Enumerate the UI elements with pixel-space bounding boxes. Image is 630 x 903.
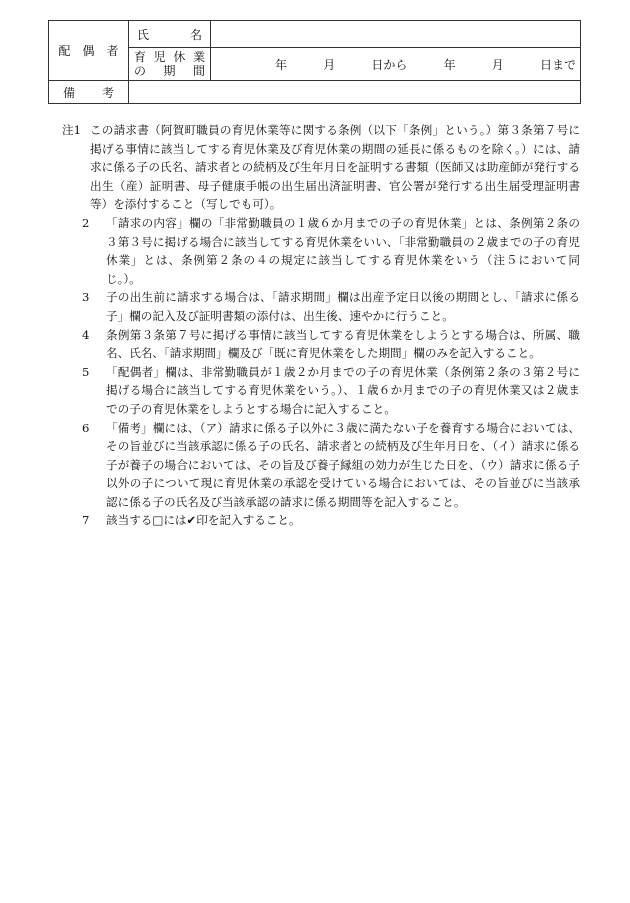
spouse-name-field[interactable] xyxy=(211,21,581,48)
period-label-char-1: 育 xyxy=(134,50,147,64)
remarks-field[interactable] xyxy=(129,81,581,104)
note-number: 2 xyxy=(82,215,90,230)
note-2 xyxy=(62,214,580,288)
note-text: 該当する□には✔印を記入すること。 xyxy=(106,513,301,528)
period-start-year: 年 xyxy=(275,57,288,72)
period-end-day: 日まで xyxy=(539,57,576,72)
name-label-char-1: 氏 xyxy=(137,27,150,42)
name-label-char-2: 名 xyxy=(189,27,202,42)
period-label-char-3: 休 xyxy=(173,50,186,64)
period-end-year: 年 xyxy=(443,57,456,72)
notes-section xyxy=(62,121,580,530)
spouse-label: 配 偶 者 xyxy=(49,21,129,81)
note-number: 注1 xyxy=(62,123,81,137)
note-text: 「備考」欄には、（ア）請求に係る子以外に３歳に満たない子を養育する場合においては、その旨並びに当該承認に係る子の氏名、請求者との続柄及び生年月日を、（イ）請求に係る子が養子の場合においては、その旨及び養子縁組の効力が生じた日を、（ウ）請求に係る子以外の子について現に育児休業の承認を受けている場合においては、その旨並びに当該承認に係る子の氏名及び当該承認の請求に係る期間等を記入すること。 xyxy=(106,420,580,509)
remarks-label xyxy=(49,81,129,104)
period-label-char-5: の xyxy=(134,64,147,78)
leave-period-field[interactable] xyxy=(211,48,581,81)
period-end-month: 月 xyxy=(491,57,504,72)
period-label-char-6: 期 xyxy=(163,64,176,78)
period-start-month: 月 xyxy=(323,57,336,72)
note-3 xyxy=(62,288,580,325)
note-text: 「請求の内容」欄の「非常勤職員の１歳６か月までの子の育児休業」とは、条例第２条の３第３号に掲げる場合に該当してする育児休業をいい、「非常勤職員の２歳までの子の育児休業」とは、条例第２条の４の規定に該当してする育児休業をいう（注５において同じ。）。 xyxy=(106,215,580,286)
leave-period-label xyxy=(129,48,211,81)
remarks-label-char-2: 考 xyxy=(101,85,114,100)
name-label xyxy=(129,21,211,48)
note-text: 子の出生前に請求する場合は、「請求期間」欄は出産予定日以後の期間とし、「請求に係る子」欄の記入及び証明書類の添付は、出生後、速やかに行うこと。 xyxy=(106,290,580,323)
note-7 xyxy=(62,511,580,530)
period-label-char-2: 児 xyxy=(153,50,166,64)
spouse-remarks-table xyxy=(48,20,581,104)
remarks-label-char-1: 備 xyxy=(63,85,76,100)
note-1 xyxy=(62,121,580,214)
note-4 xyxy=(62,326,580,363)
period-label-char-4: 業 xyxy=(192,50,205,64)
note-number: 7 xyxy=(82,513,90,528)
note-5 xyxy=(62,363,580,419)
period-label-char-7: 間 xyxy=(192,64,205,78)
note-number: 3 xyxy=(82,290,90,305)
note-text: 条例第３条第７号に掲げる事情に該当してする育児休業をしようとする場合は、所属、職名、氏名、「請求期間」欄及び「既に育児休業をした期間」欄のみを記入すること。 xyxy=(106,327,580,361)
note-text: 「配偶者」欄は、非常勤職員が１歳２か月までの子の育児休業（条例第２条の３第２号に掲げる場合に該当してする育児休業をいう。）、１歳６か月までの子の育児休業又は２歳までの子の育児休業をしようとする場合に記入すること。 xyxy=(106,364,580,416)
note-number: 6 xyxy=(82,420,90,435)
note-6 xyxy=(62,419,580,512)
note-number: 5 xyxy=(82,364,90,379)
note-text: この請求書（阿賀町職員の育児休業等に関する条例（以下「条例」という。）第３条第７号に掲げる事情に該当してする育児休業及び育児休業の期間の延長に係るものを除く。）には、請求に係る子の氏名、請求者との続柄及び生年月日を証明する書類（医師又は助産師が発行する出生（産）証明書、母子健康手帳の出生届出済証明書、官公署が発行する出生届受理証明書等）を添付すること（写しでも可）。 xyxy=(90,123,580,212)
period-start-day: 日から xyxy=(371,57,408,72)
note-number: 4 xyxy=(82,327,90,342)
